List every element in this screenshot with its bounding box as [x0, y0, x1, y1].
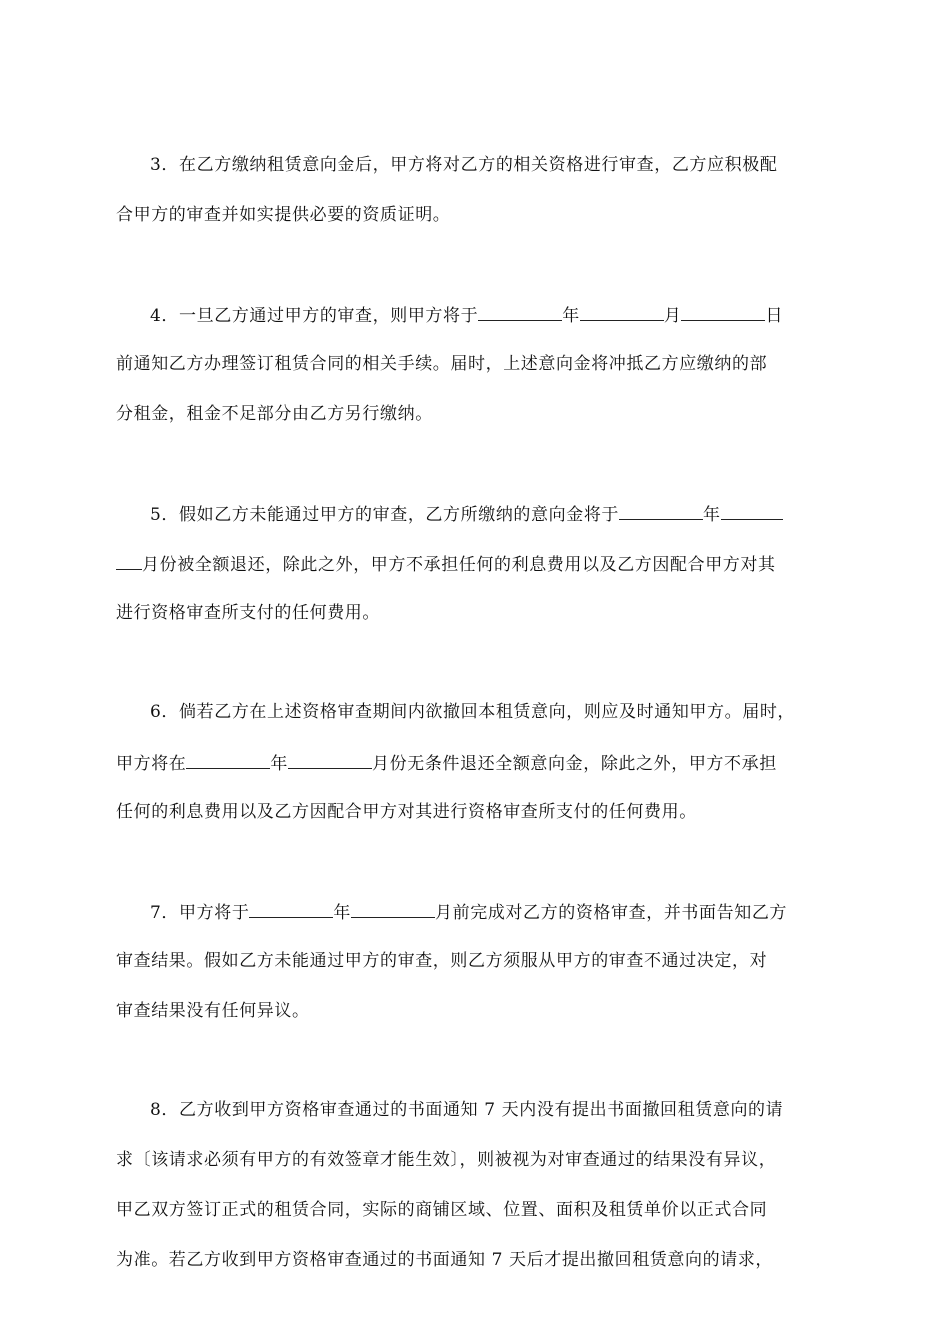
clause-7-text-c: 月前完成对乙方的资格审查，并书面告知乙方: [435, 903, 788, 923]
day-blank: [681, 302, 765, 321]
year-blank: [478, 302, 562, 321]
month-blank-part-2: [116, 551, 142, 570]
year-blank: [619, 501, 703, 520]
clause-7-text-a: 7．甲方将于: [150, 903, 250, 923]
clause-6-text-c: 月份无条件退还全额意向金，除此之外，甲方不承担: [372, 754, 777, 774]
year-blank: [249, 899, 333, 918]
year-label: 年: [333, 903, 352, 923]
month-label: 月: [663, 306, 682, 326]
clause-5-line-2: [116, 551, 776, 577]
clause-3-line-1: 3．在乙方缴纳租赁意向金后，甲方将对乙方的相关资格进行审查，乙方应积极配: [150, 155, 778, 175]
clause-7-line-2: 审查结果。假如乙方未能通过甲方的审查，则乙方须服从甲方的审查不通过决定，对: [116, 951, 768, 971]
clause-5-line-3: 进行资格审查所支付的任何费用。: [116, 603, 380, 623]
clause-4-line-2: 前通知乙方办理签订租赁合同的相关手续。届时，上述意向金将冲抵乙方应缴纳的部: [116, 354, 768, 374]
clause-6-text-a: 甲方将在: [116, 754, 187, 774]
day-label: 日: [765, 306, 784, 326]
year-label: 年: [562, 306, 580, 326]
clause-8-line-2: 求〔该请求必须有甲方的有效签章才能生效〕，则被视为对审查通过的结果没有异议，: [116, 1150, 777, 1170]
clause-4-line-1: [150, 302, 783, 328]
clause-3-line-2: 合甲方的审查并如实提供必要的资质证明。: [116, 205, 451, 225]
month-blank-part-1: [721, 501, 783, 520]
clause-6-line-2: [116, 750, 777, 776]
year-label: 年: [703, 505, 721, 525]
clause-6-line-1: 6．倘若乙方在上述资格审查期间内欲撤回本租赁意向，则应及时通知甲方。届时，: [150, 702, 796, 722]
clause-7-line-1: [150, 899, 787, 925]
month-blank: [288, 750, 372, 769]
clause-4-text-a: 4．一旦乙方通过甲方的审查，则甲方将于: [150, 306, 479, 326]
clause-5-text-a: 5．假如乙方未能通过甲方的审查，乙方所缴纳的意向金将于: [150, 505, 620, 525]
month-blank: [580, 302, 664, 321]
month-blank: [351, 899, 435, 918]
clause-4-line-3: 分租金，租金不足部分由乙方另行缴纳。: [116, 404, 433, 424]
clause-5-line-1: [150, 501, 783, 527]
clause-8-line-3: 甲乙双方签订正式的租赁合同，实际的商铺区域、位置、面积及租赁单价以正式合同: [116, 1200, 768, 1220]
clause-5-text-b: 月份被全额退还，除此之外，甲方不承担任何的利息费用以及乙方因配合甲方对其: [142, 555, 776, 575]
year-label: 年: [270, 754, 289, 774]
clause-6-line-3: 任何的利息费用以及乙方因配合甲方对其进行资格审查所支付的任何费用。: [116, 802, 697, 822]
clause-7-line-3: 审查结果没有任何异议。: [116, 1001, 310, 1021]
clause-8-line-4: 为准。若乙方收到甲方资格审查通过的书面通知 7 天后才提出撤回租赁意向的请求，: [116, 1250, 774, 1270]
year-blank: [186, 750, 270, 769]
clause-8-line-1: 8．乙方收到甲方资格审查通过的书面通知 7 天内没有提出书面撤回租赁意向的请: [150, 1100, 784, 1120]
